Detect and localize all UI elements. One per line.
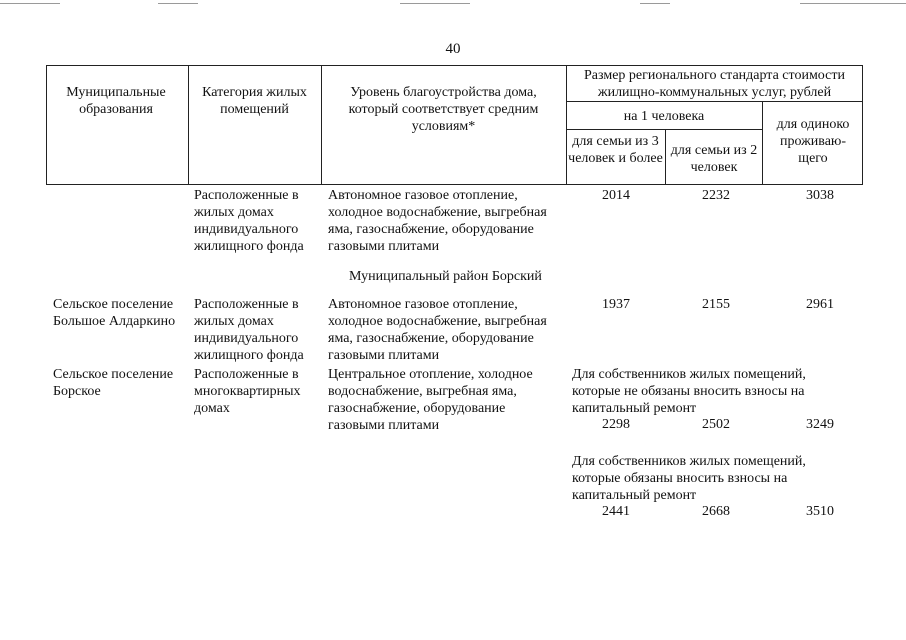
col-divider-3 <box>566 65 567 184</box>
header-family-3: для семьи из 3 человек и более <box>568 134 663 166</box>
section-title: Муниципальный район Борский <box>349 269 542 284</box>
col-divider-2 <box>321 65 322 184</box>
row-borskoe-ob-value-single: 3510 <box>806 504 834 519</box>
note-not-obliged: Для собственников жилых помещений, которые не обязаны вносить взносы на капитальный ремонт <box>572 367 806 416</box>
header-standard-size: Размер регионального стандарта стоимости жилищно-коммунальных услуг, рублей <box>584 68 845 100</box>
header-rule-group <box>566 101 863 102</box>
row-aldarkino-value-single: 2961 <box>806 297 834 312</box>
row-borskoe-na-value-single: 3249 <box>806 417 834 432</box>
header-rule-per-person <box>566 129 762 130</box>
note-obliged: Для собственников жилых помещений, которые обязаны вносить взносы на капитальный ремонт <box>572 454 806 503</box>
table-border-right <box>862 65 863 184</box>
row-cont-value-family3: 2014 <box>602 188 630 203</box>
header-municipality: Муниципальные образования <box>66 85 166 117</box>
table-border-left <box>46 65 47 184</box>
row-aldarkino-amenities: Автономное газовое отопление, холодное водоснабжение, выгребная яма, газоснабжение, оборудование газовыми плитами <box>328 297 547 363</box>
row-borskoe-amenities: Центральное отопление, холодное водоснабжение, выгребная яма, газоснабжение, оборудование газовыми плитами <box>328 367 533 433</box>
row-borskoe-na-value-family2: 2502 <box>702 417 730 432</box>
row-borskoe-ob-value-family2: 2668 <box>702 504 730 519</box>
page-number: 40 <box>445 41 461 57</box>
row-aldarkino-category: Расположенные в жилых домах индивидуального жилищного фонда <box>194 297 304 363</box>
row-cont-value-family2: 2232 <box>702 188 730 203</box>
row-cont-category: Расположенные в жилых домах индивидуального жилищного фонда <box>194 188 304 254</box>
col-divider-1 <box>188 65 189 184</box>
table-border-top <box>46 65 863 66</box>
row-aldarkino-municipality: Сельское поселение Большое Алдаркино <box>53 297 176 329</box>
col-divider-4 <box>665 129 666 184</box>
header-amenities: Уровень благоустройства дома, который соответствует средним условиям* <box>348 85 539 134</box>
row-borskoe-ob-value-family3: 2441 <box>602 504 630 519</box>
scan-artifact-line <box>158 3 198 4</box>
col-divider-5 <box>762 101 763 184</box>
header-single: для одиноко проживаю-щего <box>776 117 850 166</box>
header-per-person: на 1 человека <box>623 109 705 124</box>
row-borskoe-category: Расположенные в многоквартирных домах <box>194 367 301 416</box>
row-borskoe-municipality: Сельское поселение Борское <box>53 367 174 399</box>
row-borskoe-na-value-family3: 2298 <box>602 417 630 432</box>
row-aldarkino-value-family2: 2155 <box>702 297 730 312</box>
row-aldarkino-value-family3: 1937 <box>602 297 630 312</box>
scan-artifact-line <box>800 3 906 4</box>
scan-artifact-line <box>640 3 670 4</box>
row-cont-amenities: Автономное газовое отопление, холодное водоснабжение, выгребная яма, газоснабжение, оборудование газовыми плитами <box>328 188 547 254</box>
scan-artifact-line <box>0 3 60 4</box>
row-cont-value-single: 3038 <box>806 188 834 203</box>
scan-artifact-line <box>400 3 470 4</box>
header-family-2: для семьи из 2 человек <box>670 143 758 175</box>
header-category: Категория жилых помещений <box>202 85 307 117</box>
header-rule-bottom <box>46 184 863 185</box>
